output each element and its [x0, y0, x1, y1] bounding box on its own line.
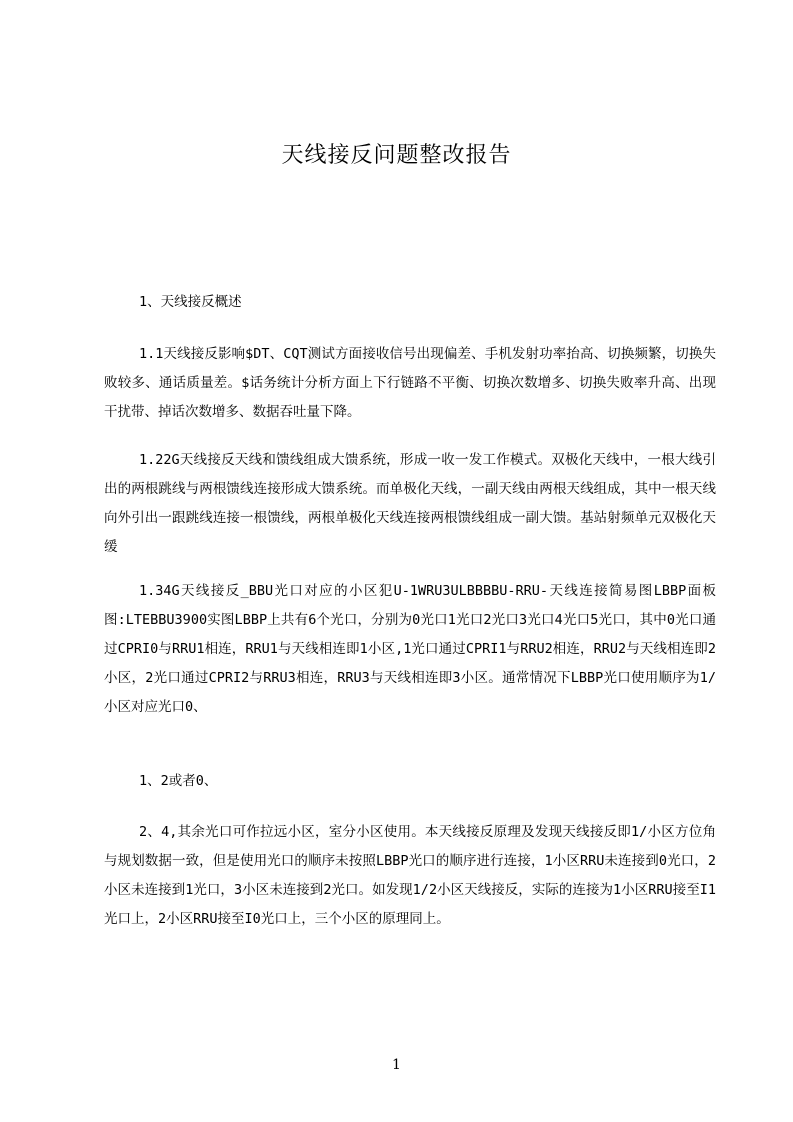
paragraph-continuation: 1、2或者0、 [139, 773, 218, 789]
section-heading: 1、天线接反概述 [139, 294, 242, 310]
paragraph-1-2: 1.22G天线接反天线和馈线组成大馈系统，形成一收一发工作模式。双极化天线中，一根大线引出的两根跳线与两根馈线连接形成大馈系统。而单极化天线，一副天线由两根天线组成，其中一根天线向外引出一跟跳线连接一根馈线，两根单极化天线连接两根馈线组成一副大馈。基站射频单元双极化天缓 [104, 452, 716, 555]
paragraph-1-1: 1.1天线接反影响$DT、CQT测试方面接收信号出现偏差、手机发射功率抬高、切换频繁，切换失败较多、通话质量差。$话务统计分析方面上下行链路不平衡、切换次数增多、切换失败率升高、出现干扰带、掉话次数增多、数据吞吐量下降。 [104, 346, 716, 420]
paragraph-1-3: 1.34G天线接反_BBU光口对应的小区犯U-1WRU3ULBBBBU-RRU-天线连接简易图LBBP面板图:LTEBBU3900实图LBBP上共有6个光口，分别为0光口1光口2光口3光口4光口5光口，其中0光口通过CPRI0与RRU1相连，RRU1与天线相连即1小区,1光口通过CPRI1与RRU2相连，RRU2与天线相连即2小区，2光口通过CPRI2与RRU3相连，RRU3与天线相连即3小区。通常情况下LBBP光口使用顺序为1/小区对应光口0、 [104, 583, 716, 715]
paragraph-2-4: 2、4,其余光口可作拉远小区，室分小区使用。本天线接反原理及发现天线接反即1/小区方位角与规划数据一致，但是使用光口的顺序未按照LBBP光口的顺序进行连接，1小区RRU未连接到0光口，2小区未连接到1光口，3小区未连接到2光口。如发现1/2小区天线接反，实际的连接为1小区RRU接至I1光口上，2小区RRU接至I0光口上，三个小区的原理同上。 [104, 824, 716, 927]
document-title: 天线接反问题整改报告 [281, 143, 512, 168]
page-number: 1 [392, 1057, 401, 1073]
